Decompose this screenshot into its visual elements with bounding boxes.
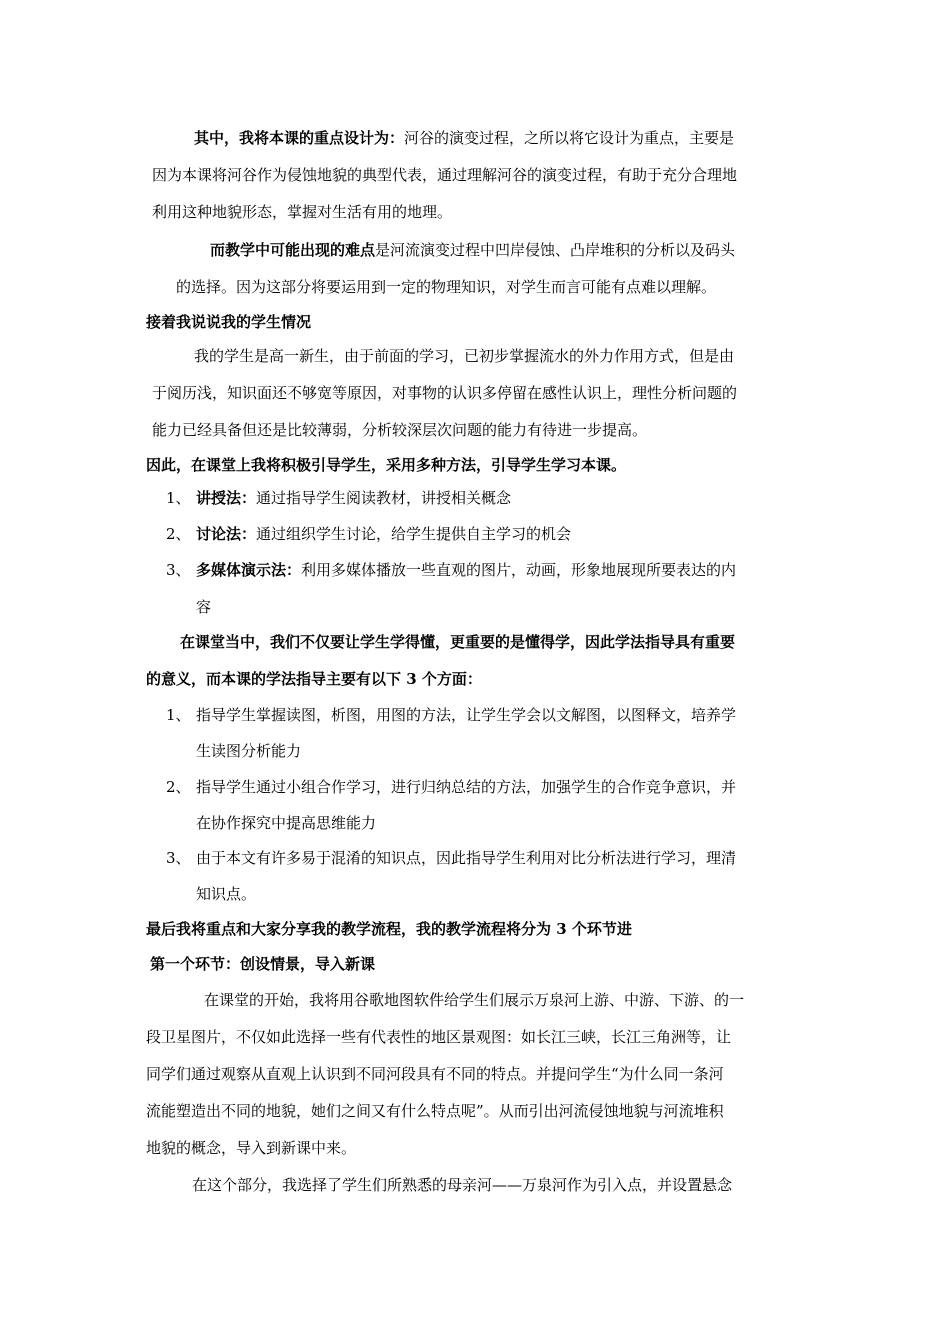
method-number: 2、 xyxy=(166,525,191,543)
step1-heading: 第一个环节：创设情景，导入新课 xyxy=(150,955,376,973)
guide-text-continuation: 知识点。 xyxy=(196,885,257,903)
method-item xyxy=(166,524,571,544)
students-line-2: 于阅历浅，知识面还不够宽等原因，对事物的认识多停留在感性认识上，理性分析问题的 xyxy=(152,384,738,402)
method-desc-continuation: 容 xyxy=(196,598,212,616)
key-point-line-2: 因为本课将河谷作为侵蚀地貌的典型代表，通过理解河谷的演变过程，有助于充分合理地 xyxy=(152,166,738,184)
method-item xyxy=(166,560,736,580)
methods-heading: 因此，在课堂上我将积极引导学生，采用多种方法，引导学生学习本课。 xyxy=(146,456,627,474)
method-name: 多媒体演示法： xyxy=(196,561,302,579)
method-number: 3、 xyxy=(166,561,191,579)
method-name: 讨论法： xyxy=(196,525,257,543)
difficulty-label: 而教学中可能出现的难点 xyxy=(210,241,376,259)
difficulty-text: 是河流演变过程中凹岸侵蚀、凸岸堆积的分析以及码头 xyxy=(375,241,736,259)
study-guide-intro-line-1: 在课堂当中，我们不仅要让学生学得懂，更重要的是懂得学，因此学法指导具有重要 xyxy=(180,633,736,651)
method-desc: 通过指导学生阅读教材，讲授相关概念 xyxy=(256,489,512,507)
step1-line-2: 段卫星图片，不仅如此选择一些有代表性的地区景观图：如长江三峡，长江三角洲等，让 xyxy=(146,1028,732,1046)
study-guide-intro-line-2: 的意义，而本课的学法指导主要有以下 3 个方面： xyxy=(146,670,482,688)
students-line-1: 我的学生是高一新生，由于前面的学习，已初步掌握流水的外力作用方式，但是由 xyxy=(194,347,735,365)
step1-line-5: 地貌的概念，导入到新课中来。 xyxy=(146,1139,357,1157)
flow-heading: 最后我将重点和大家分享我的教学流程，我的教学流程将分为 3 个环节进 xyxy=(146,920,632,938)
key-point-label: 其中，我将本课的重点设计为： xyxy=(194,129,405,147)
method-number: 1、 xyxy=(166,489,191,507)
difficulty-line-1 xyxy=(210,240,735,260)
key-point-line-1 xyxy=(194,128,734,148)
students-line-3: 能力已经具备但还是比较薄弱，分析较深层次问题的能力有待进一步提高。 xyxy=(152,421,648,439)
step1-line-6: 在这个部分，我选择了学生们所熟悉的母亲河——万泉河作为引入点，并设置悬念 xyxy=(192,1176,733,1194)
guide-text-continuation: 生读图分析能力 xyxy=(196,742,302,760)
method-item xyxy=(166,488,511,508)
guide-item xyxy=(166,705,736,725)
students-heading: 接着我说说我的学生情况 xyxy=(146,313,312,331)
guide-item xyxy=(166,848,736,868)
step1-line-1: 在课堂的开始，我将用谷歌地图软件给学生们展示万泉河上游、中游、下游、的一 xyxy=(204,991,745,1009)
guide-text-continuation: 在协作探究中提高思维能力 xyxy=(196,814,377,832)
step1-line-3: 同学们通过观察从直观上认识到不同河段具有不同的特点。并提问学生“为什么同一条河 xyxy=(146,1065,724,1083)
guide-text: 指导学生通过小组合作学习，进行归纳总结的方法，加强学生的合作竞争意识，并 xyxy=(196,778,737,796)
guide-text: 由于本文有许多易于混淆的知识点，因此指导学生利用对比分析法进行学习，理清 xyxy=(196,849,737,867)
guide-text: 指导学生掌握读图，析图，用图的方法，让学生学会以文解图，以图释文，培养学 xyxy=(196,706,737,724)
method-desc: 通过组织学生讨论，给学生提供自主学习的机会 xyxy=(256,525,572,543)
guide-number: 1、 xyxy=(166,706,191,724)
key-point-line-3: 利用这种地貌形态，掌握对生活有用的地理。 xyxy=(152,203,453,221)
method-desc: 利用多媒体播放一些直观的图片，动画，形象地展现所要表达的内 xyxy=(301,561,737,579)
key-point-text: 河谷的演变过程，之所以将它设计为重点，主要是 xyxy=(404,129,735,147)
step1-line-4: 流能塑造出不同的地貌，她们之间又有什么特点呢”。从而引出河流侵蚀地貌与河流堆积 xyxy=(146,1102,724,1120)
guide-number: 3、 xyxy=(166,849,191,867)
difficulty-line-2: 的选择。因为这部分将要运用到一定的物理知识，对学生而言可能有点难以理解。 xyxy=(176,278,717,296)
method-name: 讲授法： xyxy=(196,489,257,507)
guide-item xyxy=(166,777,736,797)
guide-number: 2、 xyxy=(166,778,191,796)
